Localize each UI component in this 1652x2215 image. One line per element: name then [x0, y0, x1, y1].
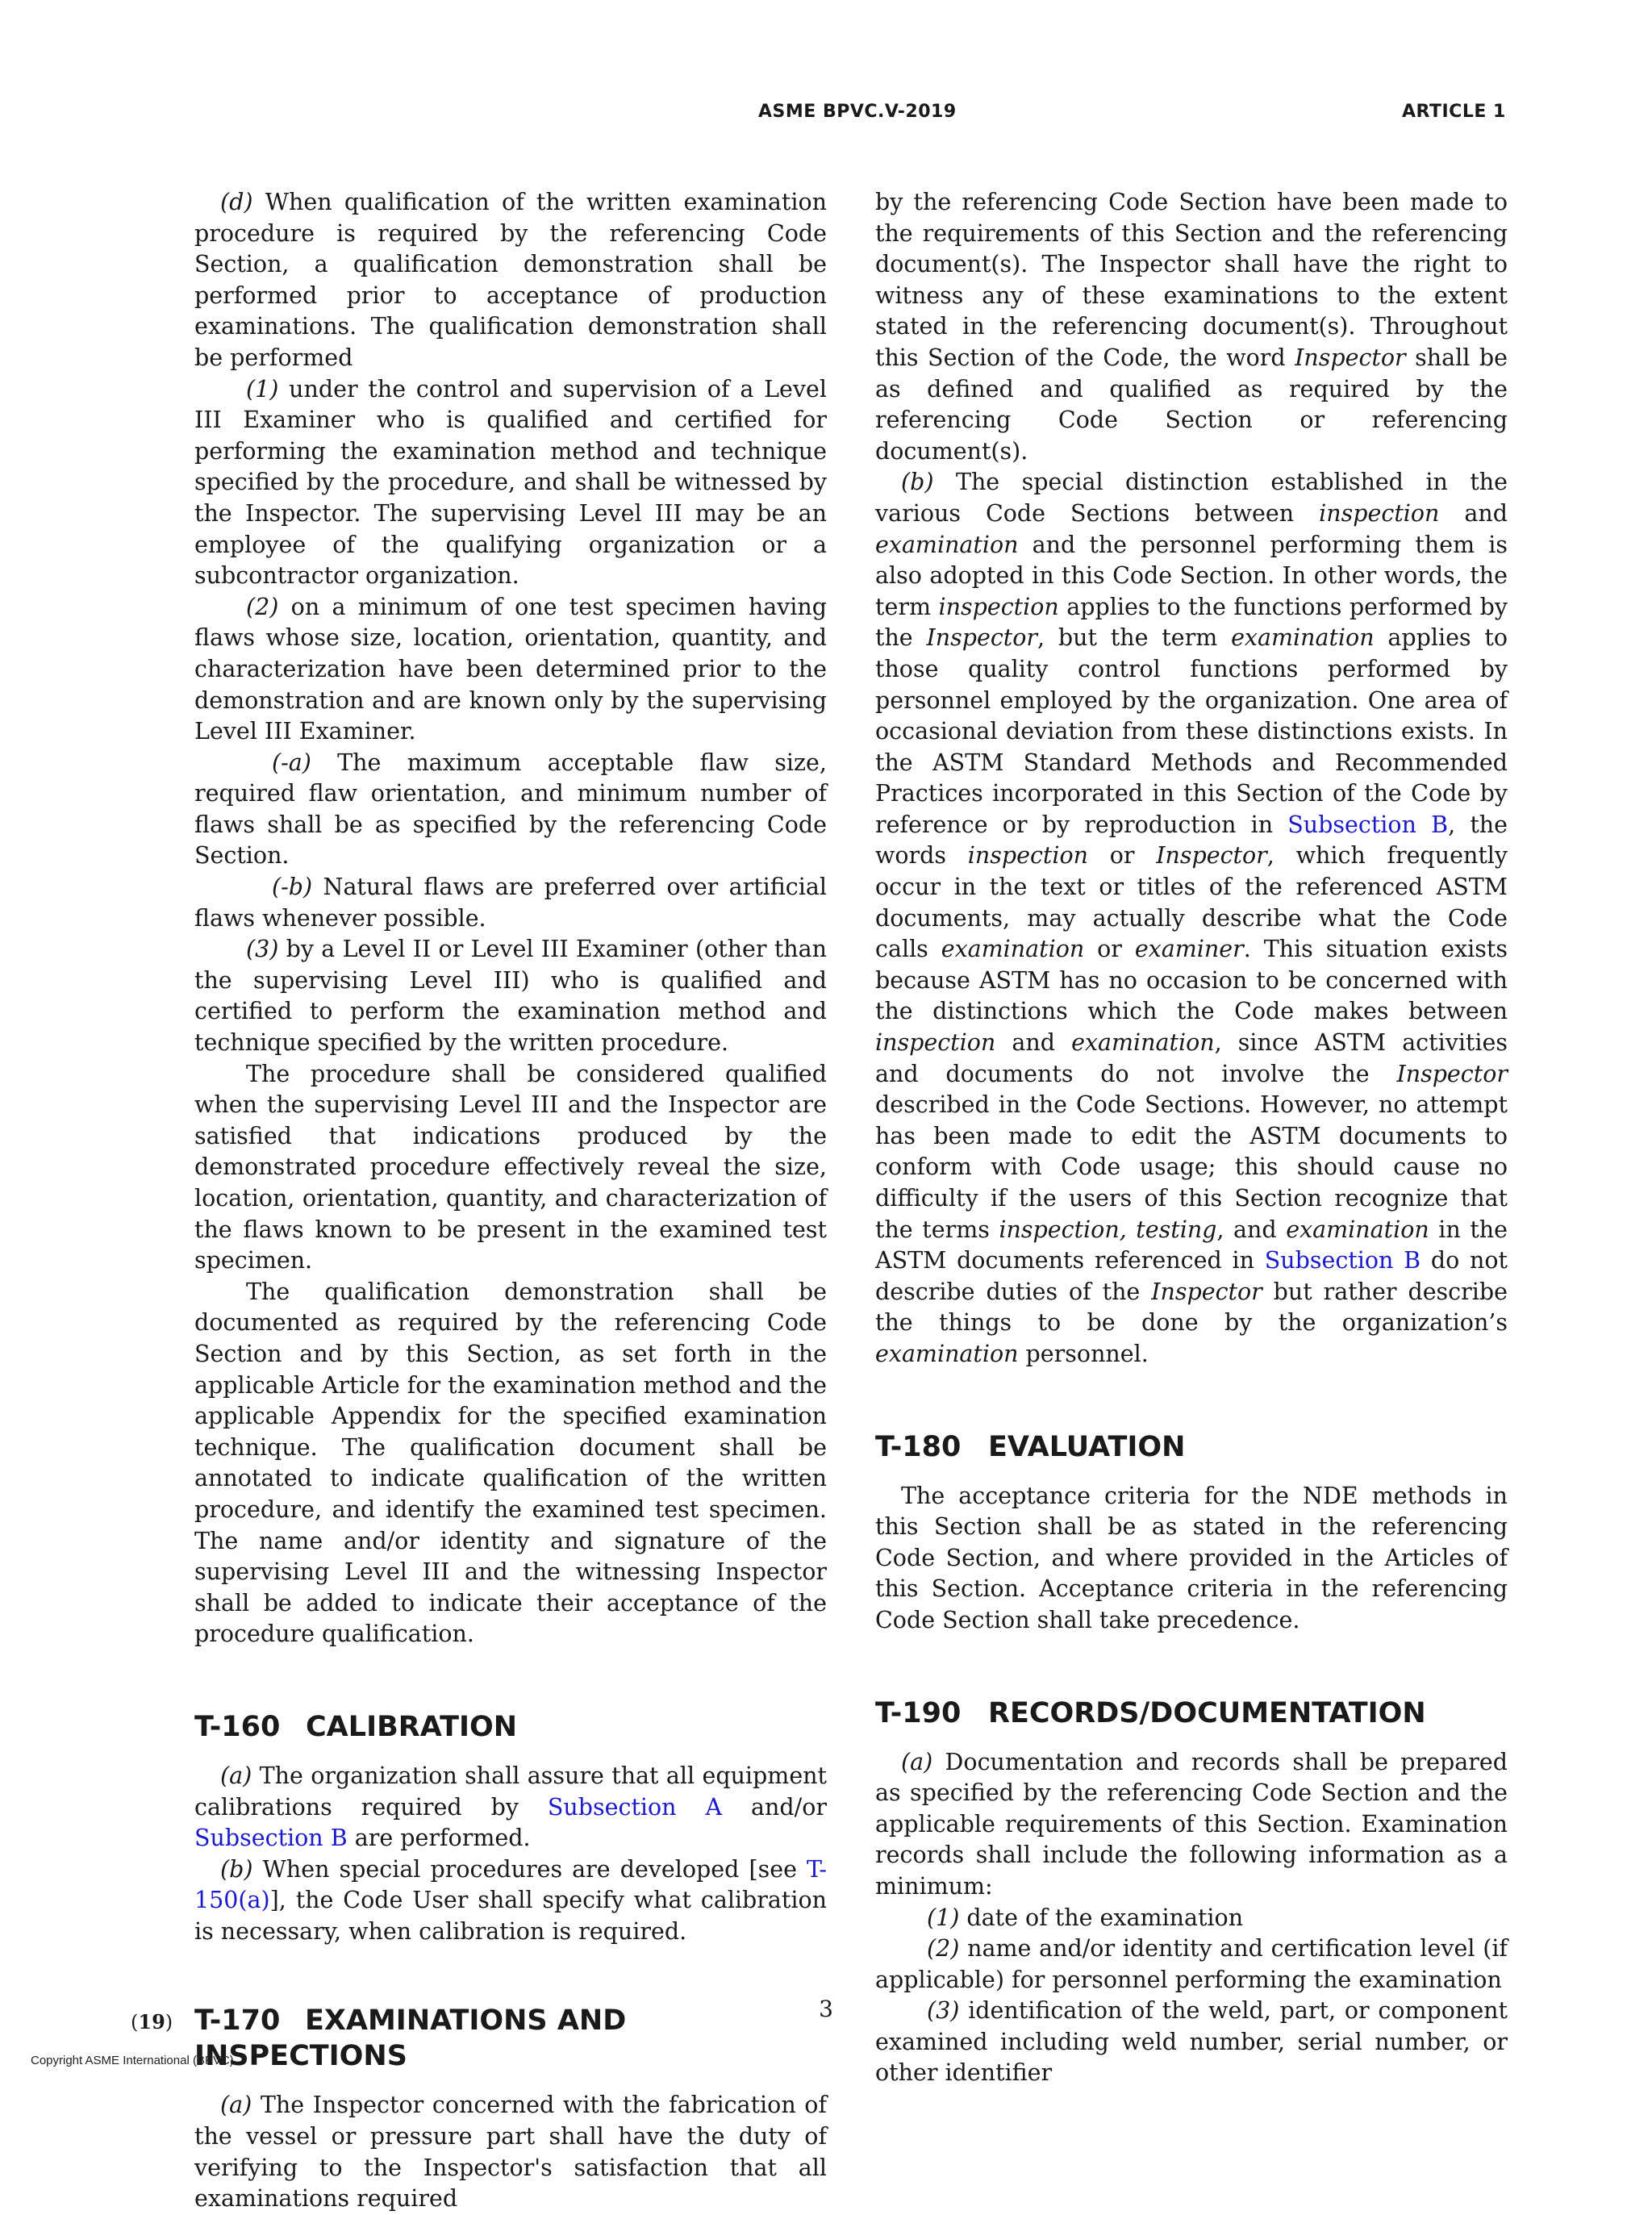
para-t190-a [875, 1747, 1508, 1903]
para-text: are performed. [347, 1825, 531, 1852]
para-label: (3) [927, 1997, 960, 2025]
section-title: EXAMINATIONS AND INSPECTIONS [194, 2004, 627, 2073]
para-text: Natural flaws are preferred over artificial flaws whenever possible. [194, 874, 827, 932]
section-number: T-160 [194, 1710, 281, 1743]
para-label: (a) [901, 1748, 933, 1775]
para-t170-b: (b) The special distinction established in the various Code Sections between inspection and examination and the personnel performing them is also adopted in this Code Section. In other words, the term inspection applies to the functions performed by the Inspector, but the term examination applies to those quality control functions performed by personnel employed by the organization. One area of occasional deviation from these distinctions exists. In the ASTM Standard Methods and Recommended Practices incorporated in this Section of the Code by reference or by reproduction in Subsection B, the words inspection or Inspector, which frequently occur in the text or titles of the referenced ASTM documents, may actually describe what the Code calls examination or examiner. This situation exists because ASTM has no occasion to be concerned with the distinctions which the Code makes between inspection and examination, since ASTM activities and documents do not involve the Inspector described in the Code Sections. However, no attempt has been made to edit the ASTM documents to conform with Code usage; this should cause no difficulty if the users of this Section recognize that the terms inspection, testing, and examination in the ASTM documents referenced in Subsection B do not describe duties of the Inspector but rather describe the things to be done by the organization’s examination personnel. [875, 469, 1508, 1367]
para-d2a [194, 748, 827, 872]
para-label: (-a) [272, 749, 311, 776]
para-label: (b) [901, 469, 934, 496]
para-text: by a Level II or Level III Examiner (other than the supervising Level III) who is qualified and certified to perform the examination method and technique specified by the written procedure. [194, 936, 827, 1057]
para-text: name and/or identity and certification level (if applicable) for personnel performing the examination [875, 1935, 1508, 1993]
para-qualification-documented: The qualification demonstration shall be documented as required by the referencing Code Section and by this Section, as set forth in the applicable Article for the examination method and the applicable Appendix for the specified examination technique. The qualification document shall be annotated to indicate qualification of the written procedure, and identify the examined test specimen. The name and/or identity and signature of the supervising Level III and the witnessing Inspector shall be added to indicate their acceptance of the procedure qualification. [194, 1278, 827, 1648]
para-d2b [194, 872, 827, 934]
para-d [194, 187, 827, 374]
para-text: identification of the weld, part, or component examined including weld number, serial number, or other identifier [875, 1997, 1508, 2087]
section-title: EVALUATION [988, 1430, 1186, 1463]
section-number: T-190 [875, 1696, 962, 1729]
para-d2 [194, 592, 827, 748]
para-procedure-qualified: The procedure shall be considered qualified when the supervising Level III and the Inspector are satisfied that indications produced by the demonstrated procedure effectively reveal the size, location, orientation, quantity, and characterization of the flaws known to be present in the examined test specimen. [194, 1060, 827, 1274]
right-column [875, 187, 1508, 2089]
para-text: by the referencing Code Section have been made to the requirements of this Section and the referencing document(s). The Inspector shall have the right to witness any of these examinations to the extent stated in the referencing document(s). Throughout this Section of the Code, the word [875, 189, 1508, 371]
para-text: When special procedures are developed [see [252, 1855, 807, 1883]
section-heading-t180 [875, 1429, 1508, 1465]
section-heading-t190 [875, 1696, 1508, 1731]
para-t190-a1 [875, 1903, 1508, 1934]
para-t180: The acceptance criteria for the NDE methods in this Section shall be as stated in the referencing Code Section, and where provided in the Articles of this Section. Acceptance criteria in the referencing Code Section shall take precedence. [875, 1482, 1508, 1633]
para-emphasis: Inspector [1295, 344, 1406, 371]
revision-paren: ) [165, 2011, 173, 2034]
link-t150a[interactable]: T-150(a) [194, 1855, 827, 1914]
para-text: on a minimum of one test specimen having flaws whose size, location, orientation, quantity, and characterization have been determined prior to the demonstration and are known only by the supervising Level III Examiner. [194, 593, 827, 745]
para-label: (2) [927, 1935, 960, 1963]
para-label: (1) [246, 375, 279, 403]
section-title: RECORDS/DOCUMENTATION [988, 1696, 1426, 1729]
para-d1 [194, 374, 827, 592]
para-text: shall be as defined and qualified as required by the referencing Code Section or referencing document(s). [875, 344, 1508, 465]
para-text: and/or [722, 1793, 827, 1821]
para-label: (a) [220, 2092, 252, 2119]
para-text: under the control and supervision of a Level III Examiner who is qualified and certified for performing the examination method and technique specified by the procedure, and shall be witnessed by the Inspector. The supervising Level III may be an employee of the qualifying organization or a subcontractor organization. [194, 375, 827, 590]
para-label: (-b) [272, 874, 313, 901]
para-text: date of the examination [959, 1904, 1244, 1931]
section-title: CALIBRATION [306, 1710, 518, 1743]
section-number: T-170 [194, 2004, 281, 2038]
section-number: T-180 [875, 1430, 962, 1463]
running-header-article: ARTICLE 1 [1402, 102, 1506, 122]
para-text: ], the Code User shall specify what calibration is necessary, when calibration is required. [194, 1887, 827, 1945]
section-heading-t160 [194, 1709, 827, 1745]
link-subsection-b[interactable]: Subsection B [1287, 811, 1449, 838]
para-text: The Inspector concerned with the fabrication of the vessel or pressure part shall have the duty of verifying to the Inspector's satisfaction that all examinations required [194, 2092, 827, 2213]
revision-paren: ( [131, 2011, 139, 2034]
para-t170-a-continued [875, 187, 1508, 467]
para-text: Documentation and records shall be prepared as specified by the referencing Code Section and the applicable requirements of this Section. Examination records shall include the following information as a minimum: [875, 1748, 1508, 1900]
para-t160-b [194, 1854, 827, 1948]
para-t190-a2 [875, 1933, 1508, 1996]
para-label: (b) [220, 1855, 253, 1883]
running-header-standard: ASME BPVC.V-2019 [758, 102, 957, 122]
para-label: (2) [246, 593, 279, 620]
para-d3 [194, 934, 827, 1058]
link-subsection-a[interactable]: Subsection A [547, 1793, 723, 1821]
para-text: The organization shall assure that all equipment calibrations required by [194, 1762, 827, 1821]
para-label: (3) [246, 936, 279, 963]
para-label: (1) [927, 1904, 960, 1931]
para-text: The maximum acceptable flaw size, required flaw orientation, and minimum number of flaws shall be as specified by the referencing Code Section. [194, 749, 827, 870]
page-number: 3 [819, 1996, 833, 2022]
revision-year: 19 [138, 2010, 165, 2034]
para-t170-a [194, 2090, 827, 2214]
link-subsection-b[interactable]: Subsection B [1264, 1247, 1421, 1274]
para-t160-a [194, 1761, 827, 1854]
para-label: (d) [220, 189, 253, 215]
link-subsection-b[interactable]: Subsection B [194, 1825, 348, 1852]
para-label: (a) [220, 1762, 252, 1789]
para-text: When qualification of the written examination procedure is required by the referencing Code Section, a qualification demonstration shall be performed prior to acceptance of production examinations. The qualification demonstration shall be performed [194, 189, 827, 371]
copyright-notice: Copyright ASME International (BPVC) [31, 2054, 234, 2067]
